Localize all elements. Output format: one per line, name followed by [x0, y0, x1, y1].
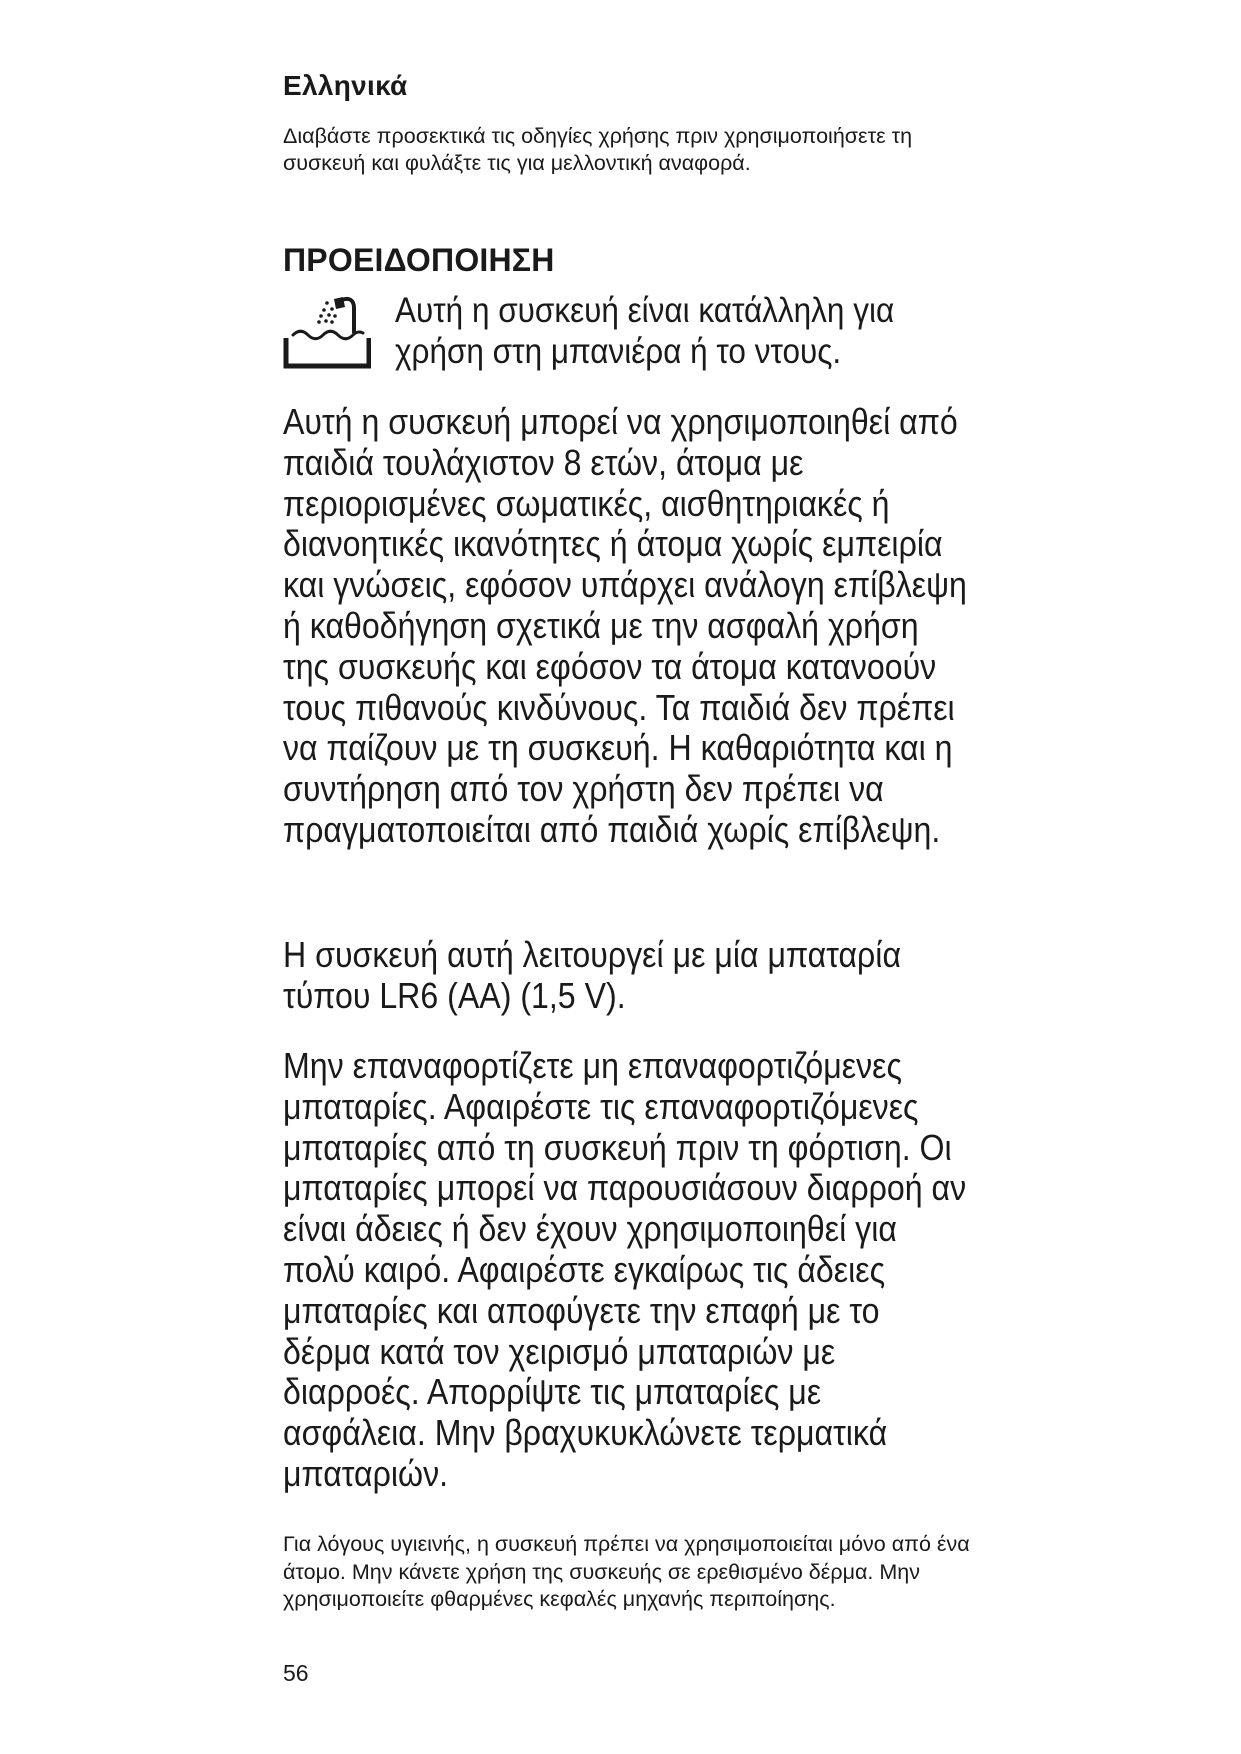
- warning-heading: ΠΡΟΕΙΔΟΠΟΙΗΣΗ: [283, 242, 555, 278]
- intro-text: Διαβάστε προσεκτικά τις οδηγίες χρήσης πριν χρησιμοποιήσετε τη συσκευή και φυλάξτε τις για μελλοντική αναφορά.: [283, 124, 913, 175]
- bath-shower-icon: [283, 294, 371, 369]
- bath-shower-suitability-text: Αυτή η συσκευή είναι κατάλληλη για χρήση στη μπανιέρα ή το ντους.: [395, 291, 895, 371]
- battery-type-paragraph: Η συσκευή αυτή λειτουργεί με μία μπαταρία τύπου LR6 (AA) (1,5 V).: [283, 934, 902, 1016]
- usage-safety-paragraph: Αυτή η συσκευή μπορεί να χρησιμοποιηθεί από παιδιά τουλάχιστον 8 ετών, άτομα με περιορισμένες σωματικές, αισθητηριακές ή διανοητικές ικανότητες ή άτομα χωρίς εμπειρία και γνώσεις, εφόσον υπάρχει ανάλογη επίβλεψη ή καθοδήγηση σχετικά με την ασφαλή χρήση της συσκευής και εφόσον τα άτομα κατανοούν τους πιθανούς κινδύνους. Τα παιδιά δεν πρέπει να παίζουν με τη συσκευή. Η καθαριότητα και η συντήρηση από τον χρήστη δεν πρέπει να πραγματοποιείται από παιδιά χωρίς επίβλεψη.: [283, 401, 967, 850]
- manual-page: [283, 0, 983, 1754]
- language-title: Ελληνικά: [283, 70, 408, 101]
- battery-handling-paragraph: Μην επαναφορτίζετε μη επαναφορτιζόμενες μπαταρίες. Αφαιρέστε τις επαναφορτιζόμενες μπαταρίες από τη συσκευή πριν τη φόρτιση. Οι μπαταρίες μπορεί να παρουσιάσουν διαρροή αν είναι άδειες ή δεν έχουν χρησιμοποιηθεί για πολύ καιρό. Αφαιρέστε εγκαίρως τις άδειες μπαταρίες και αποφύγετε την επαφή με το δέρμα κατά τον χειρισμό μπαταριών με διαρροές. Απορρίψτε τις μπαταρίες με ασφάλεια. Μην βραχυκυκλώνετε τερματικά μπαταριών.: [283, 1045, 967, 1494]
- page-number: 56: [283, 1660, 309, 1686]
- hygiene-footnote: Για λόγους υγιεινής, η συσκευή πρέπει να χρησιμοποιείται μόνο από ένα άτομο. Μην κάνετε χρήση της συσκευής σε ερεθισμένο δέρμα. Μην χρησιμοποιείτε φθαρμένες κεφαλές μηχανής περιποίησης.: [283, 1532, 970, 1611]
